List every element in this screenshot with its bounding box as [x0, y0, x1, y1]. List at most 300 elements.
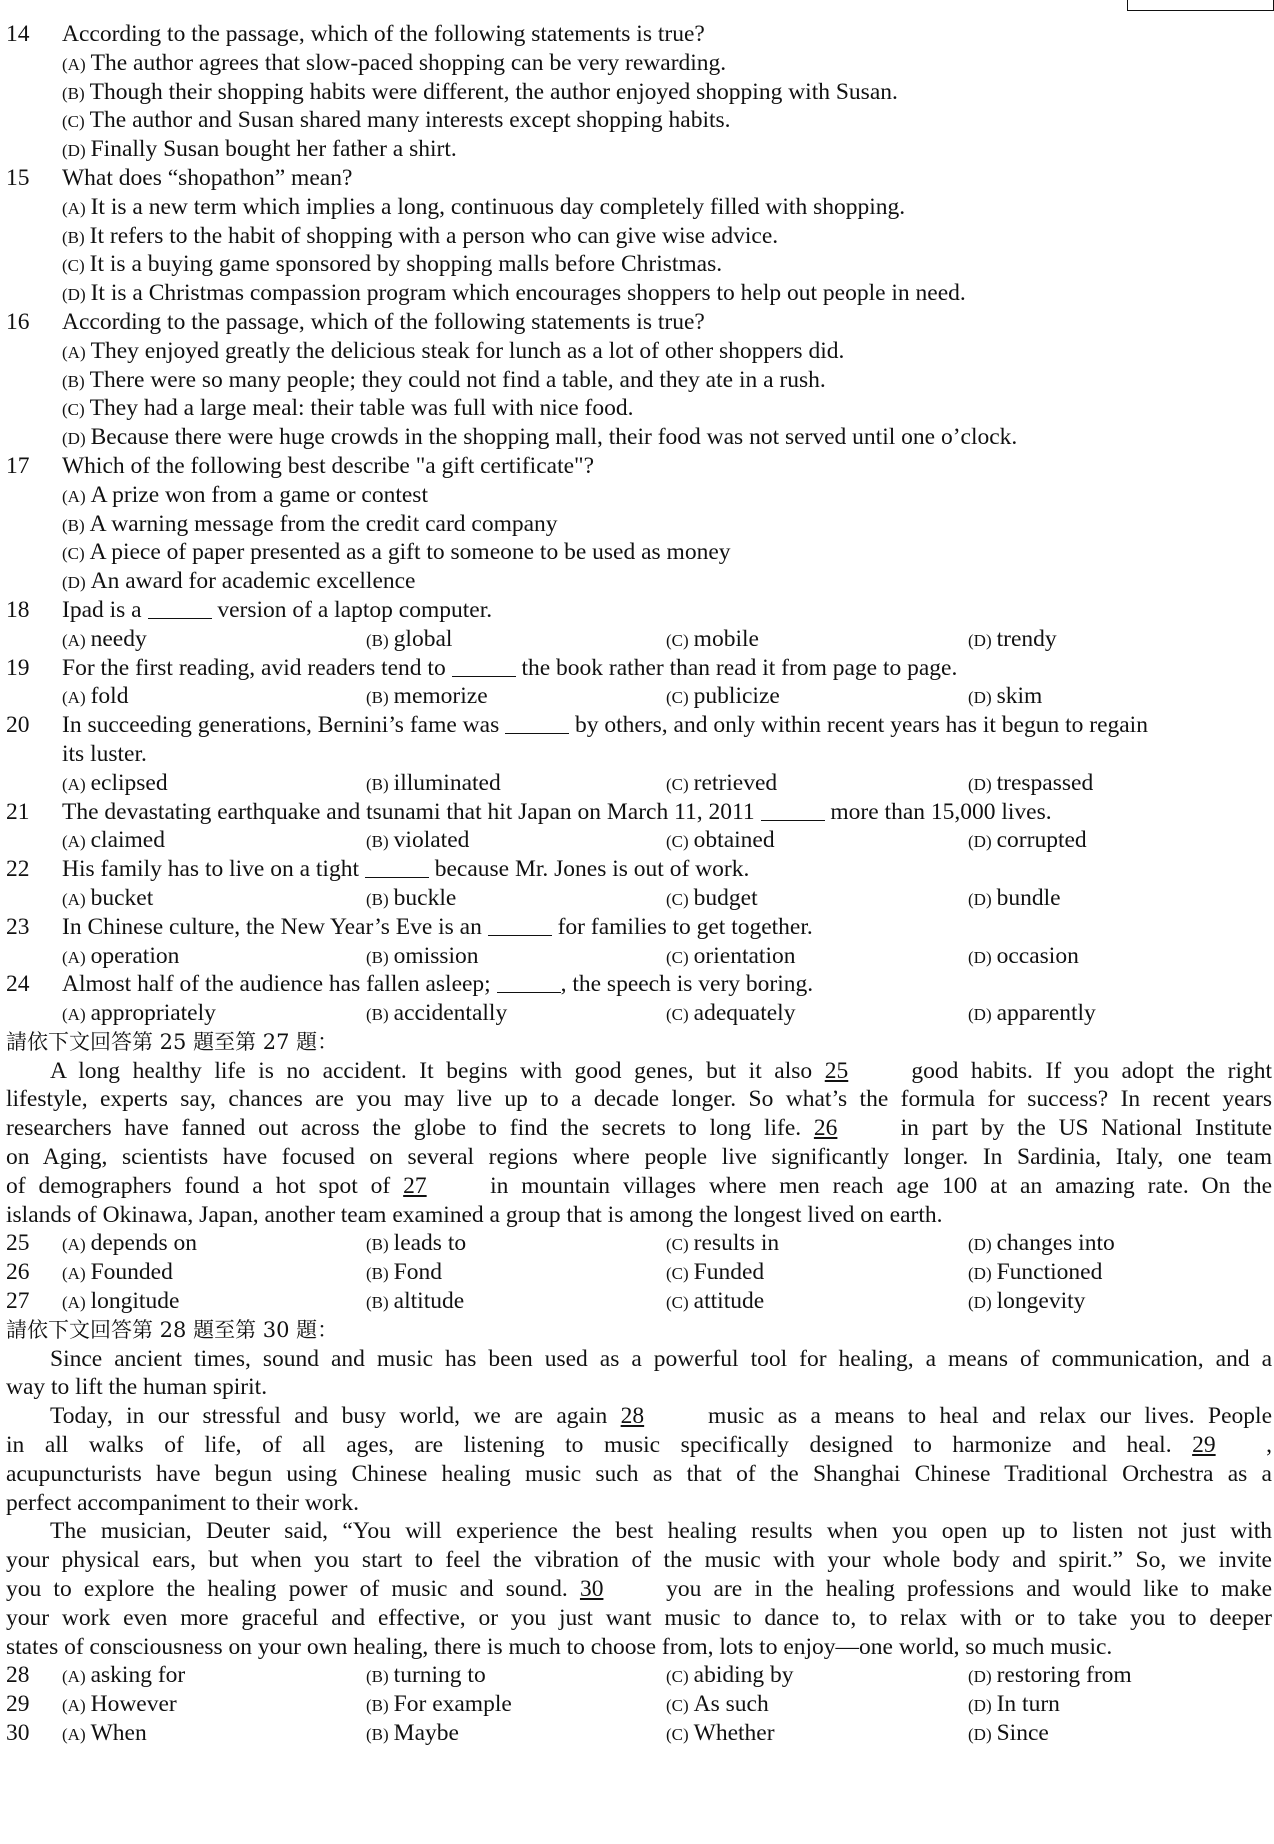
question-stem-line — [6, 308, 1272, 337]
answer-option[interactable] — [968, 1690, 1060, 1721]
option-text: Maybe — [393, 1720, 459, 1747]
option-line — [6, 481, 1272, 510]
answer-option[interactable] — [62, 1229, 197, 1260]
option-text: bundle — [996, 884, 1061, 911]
passage-line — [6, 1489, 1272, 1518]
option-text: Because there were huge crowds in the shopping mall, their food was not served until one o’clock. — [90, 424, 1018, 451]
option-text: changes into — [996, 1230, 1115, 1257]
option-text: An award for academic excellence — [90, 568, 416, 595]
option-text: omission — [393, 942, 479, 969]
passage-text — [6, 1114, 1272, 1143]
question-stem — [62, 798, 1052, 827]
option-text: claimed — [90, 827, 165, 854]
option-text: needy — [90, 625, 147, 652]
answer-option[interactable] — [62, 1287, 179, 1318]
option-line — [6, 423, 1272, 452]
question-stem — [62, 855, 749, 884]
option-text: trespassed — [996, 769, 1094, 796]
option-label: (A) — [62, 1005, 86, 1025]
answer-option[interactable] — [62, 1690, 177, 1721]
option-label: (C) — [666, 688, 689, 708]
answer-option[interactable] — [968, 884, 1061, 915]
option-text: eclipsed — [90, 769, 168, 796]
answer-option[interactable] — [62, 1661, 185, 1692]
option-text: adequately — [693, 1000, 796, 1027]
answer-option[interactable] — [366, 1287, 464, 1318]
answer-option[interactable] — [666, 884, 758, 915]
answer-option[interactable] — [366, 1690, 512, 1721]
passage-text-segment: in all walks of life, of all ages, are listening to music specifically designed to harmonize and heal. — [6, 1432, 1172, 1459]
option-label: (B) — [366, 1696, 389, 1716]
option-line — [6, 337, 1272, 366]
option-label: (C) — [62, 400, 85, 420]
option-label: (D) — [62, 573, 86, 593]
answer-option[interactable] — [62, 49, 726, 80]
option-text: orientation — [693, 942, 796, 969]
question-number: 22 — [6, 856, 30, 883]
option-text: In turn — [996, 1691, 1060, 1718]
answer-option[interactable] — [366, 625, 452, 656]
stem-after-blank: more than 15,000 lives. — [830, 798, 1052, 825]
answer-option[interactable] — [62, 826, 165, 857]
question-stem: According to the passage, which of the following statements is true? — [62, 21, 705, 47]
passage-line — [6, 1172, 1272, 1201]
section-instruction: 請依下文回答第 25 題至第 27 題： — [6, 1029, 339, 1054]
option-label: (C) — [666, 1264, 689, 1284]
passage-line — [6, 1517, 1272, 1546]
numbered-blank: 29 — [1192, 1432, 1216, 1459]
option-line — [6, 222, 1272, 251]
passage-text-segment: lifestyle, experts say, chances are you may live up to a decade longer. So what’s the formula for success? In recent years — [6, 1086, 1272, 1113]
answer-option[interactable] — [968, 1719, 1049, 1750]
answer-option[interactable] — [62, 193, 905, 224]
option-line — [6, 366, 1272, 395]
option-text: results in — [693, 1230, 780, 1257]
option-label: (A) — [62, 1293, 86, 1313]
passage-text-segment: you to explore the healing power of music and sound. — [6, 1576, 568, 1603]
option-label: (A) — [62, 774, 86, 794]
answer-option[interactable] — [366, 1258, 442, 1289]
option-label: (B) — [366, 688, 389, 708]
question-number: 25 — [6, 1230, 30, 1257]
page-number-box — [1127, 0, 1274, 11]
option-text: buckle — [393, 884, 457, 911]
answer-option[interactable] — [366, 1719, 459, 1750]
option-line — [6, 193, 1272, 222]
question-number: 18 — [6, 596, 30, 623]
option-text: A piece of paper presented as a gift to someone to be used as money — [89, 539, 731, 566]
option-text: Funded — [693, 1259, 765, 1286]
question-number: 30 — [6, 1720, 30, 1747]
options-row — [6, 1287, 1272, 1316]
passage-text — [6, 1172, 1272, 1201]
option-label: (D) — [968, 1725, 992, 1745]
option-label: (A) — [62, 54, 86, 74]
option-label: (D) — [968, 1667, 992, 1687]
answer-option[interactable] — [666, 625, 759, 656]
option-text: retrieved — [693, 769, 778, 796]
option-text: A prize won from a game or contest — [90, 481, 428, 508]
answer-option[interactable] — [62, 1719, 147, 1750]
option-text: They had a large meal: their table was full with nice food. — [89, 395, 634, 422]
question-number: 19 — [6, 654, 30, 681]
option-text: It refers to the habit of shopping with a person who can give wise advice. — [89, 222, 779, 249]
passage-text-segment: on Aging, scientists have focused on several regions where people live significantly longer. In Sardinia, Italy, one team — [6, 1144, 1272, 1171]
passage-text-segment: your physical ears, but when you start to feel the vibration of the music with your whole body and spirit.” So, we invite — [6, 1547, 1272, 1574]
option-label: (C) — [62, 112, 85, 132]
option-line — [6, 250, 1272, 279]
answer-option[interactable] — [968, 1229, 1115, 1260]
options-row — [6, 884, 1272, 913]
answer-option[interactable] — [62, 682, 128, 713]
option-text: abiding by — [693, 1662, 794, 1689]
answer-option[interactable] — [62, 942, 179, 973]
options-row — [6, 625, 1272, 654]
answer-blank — [488, 917, 552, 936]
option-label: (B) — [366, 1293, 389, 1313]
option-label: (B) — [366, 1235, 389, 1255]
option-label: (D) — [968, 1264, 992, 1284]
question-number: 27 — [6, 1288, 30, 1315]
stem-before-blank: In Chinese culture, the New Year’s Eve is an — [62, 913, 482, 940]
option-line — [6, 135, 1272, 164]
question-stem-line — [6, 855, 1272, 884]
question-stem — [62, 970, 813, 999]
option-label: (B) — [366, 630, 389, 650]
option-label: (B) — [366, 1264, 389, 1284]
answer-option[interactable] — [968, 999, 1096, 1030]
answer-option[interactable] — [666, 942, 795, 973]
passage-text-segment: perfect accompaniment to their work. — [6, 1489, 360, 1516]
stem-before-blank: Ipad is a — [62, 596, 142, 623]
passage-text-segment: in mountain villages where men reach age 100 at an amazing rate. On the — [490, 1172, 1272, 1199]
passage-heading — [6, 1028, 1272, 1057]
option-label: (D) — [968, 1696, 992, 1716]
option-text: budget — [693, 884, 758, 911]
option-text: violated — [393, 827, 470, 854]
option-text: As such — [693, 1691, 769, 1718]
question-stem — [62, 913, 813, 942]
answer-option[interactable] — [666, 1287, 764, 1318]
question-stem-line — [6, 164, 1272, 193]
answer-blank — [497, 974, 561, 993]
passage-text — [50, 1402, 1272, 1431]
option-text: For example — [393, 1691, 512, 1718]
answer-option[interactable] — [968, 682, 1042, 713]
option-text: obtained — [693, 827, 775, 854]
option-label: (A) — [62, 1725, 86, 1745]
answer-option[interactable] — [62, 510, 558, 541]
option-label: (D) — [968, 947, 992, 967]
answer-option[interactable] — [366, 769, 501, 800]
passage-text-segment: of demographers found a hot spot of — [6, 1172, 391, 1199]
answer-option[interactable] — [366, 999, 507, 1030]
option-text: longitude — [90, 1288, 180, 1315]
options-row — [6, 1690, 1272, 1719]
passage-text-segment: your work even more graceful and effective, or you just want music to dance to, to relax with or to take you to deeper — [6, 1604, 1272, 1631]
option-text: Functioned — [996, 1259, 1103, 1286]
option-text: They enjoyed greatly the delicious steak for lunch as a lot of other shoppers did. — [90, 337, 845, 364]
option-text: However — [90, 1691, 177, 1718]
passage-text — [6, 1085, 1272, 1114]
option-text: illuminated — [393, 769, 501, 796]
option-label: (C) — [666, 947, 689, 967]
answer-option[interactable] — [62, 279, 966, 310]
options-row — [6, 942, 1272, 971]
option-label: (C) — [62, 544, 85, 564]
question-number: 16 — [6, 308, 30, 335]
option-line — [6, 538, 1272, 567]
option-text: leads to — [393, 1230, 467, 1257]
option-label: (A) — [62, 947, 86, 967]
stem-after-blank: by others, and only within recent years has it begun to regain — [574, 712, 1148, 739]
option-text: A warning message from the credit card company — [89, 510, 558, 537]
answer-option[interactable] — [366, 942, 479, 973]
option-text: Since — [996, 1720, 1049, 1747]
passage-text-segment: Since ancient times, sound and music has been used as a powerful tool for healing, a means of communication, and a — [50, 1345, 1272, 1372]
answer-option[interactable] — [366, 826, 469, 857]
answer-option[interactable] — [968, 1661, 1132, 1692]
question-stem-line — [6, 711, 1272, 740]
option-text: depends on — [90, 1230, 197, 1257]
option-label: (D) — [62, 141, 86, 161]
question-number: 20 — [6, 712, 30, 739]
passage-text-segment: The musician, Deuter said, “You will experience the best healing results when you open up to listen not just with — [50, 1518, 1272, 1545]
question-number: 24 — [6, 971, 30, 998]
answer-option[interactable] — [666, 1719, 775, 1750]
option-text: turning to — [393, 1662, 486, 1689]
option-label: (B) — [366, 832, 389, 852]
option-label: (A) — [62, 688, 86, 708]
question-stem: Which of the following best describe "a gift certificate"? — [62, 452, 595, 479]
passage-text-segment: Today, in our stressful and busy world, we are again — [50, 1403, 608, 1430]
option-label: (C) — [666, 1293, 689, 1313]
passage-line — [6, 1402, 1272, 1431]
question-number: 28 — [6, 1662, 30, 1689]
option-label: (B) — [62, 371, 85, 391]
option-label: (C) — [62, 256, 85, 276]
answer-option[interactable] — [62, 366, 826, 397]
passage-text — [6, 1575, 1272, 1604]
answer-option[interactable] — [62, 538, 731, 569]
question-number: 15 — [6, 164, 30, 191]
option-label: (D) — [968, 688, 992, 708]
question-stem-continued: its luster. — [62, 740, 147, 767]
options-row — [6, 1719, 1272, 1748]
option-label: (B) — [62, 515, 85, 535]
option-label: (B) — [366, 1005, 389, 1025]
passage-line — [6, 1345, 1272, 1374]
answer-option[interactable] — [968, 1258, 1102, 1289]
passage-heading — [6, 1316, 1272, 1345]
option-text: Whether — [693, 1720, 775, 1747]
answer-option[interactable] — [366, 884, 456, 915]
answer-option[interactable] — [62, 78, 898, 109]
option-label: (D) — [968, 630, 992, 650]
options-row — [6, 1661, 1272, 1690]
option-label: (A) — [62, 1235, 86, 1255]
option-text: Founded — [90, 1259, 173, 1286]
question-number: 26 — [6, 1259, 30, 1286]
answer-option[interactable] — [968, 942, 1079, 973]
question-number: 17 — [6, 452, 30, 479]
passage-text-segment: islands of Okinawa, Japan, another team examined a group that is among the longest lived on earth. — [6, 1201, 943, 1228]
options-row — [6, 1229, 1272, 1258]
answer-blank — [365, 859, 429, 878]
option-line — [6, 510, 1272, 539]
option-label: (A) — [62, 198, 86, 218]
answer-option[interactable] — [62, 106, 731, 137]
passage-line — [6, 1143, 1272, 1172]
answer-blank — [505, 715, 569, 734]
question-number: 29 — [6, 1691, 30, 1718]
answer-option[interactable] — [62, 625, 147, 656]
passage-line — [6, 1431, 1272, 1460]
answer-option[interactable] — [666, 769, 777, 800]
option-label: (B) — [62, 83, 85, 103]
passage-text-segment: A long healthy life is no accident. It begins with good genes, but it also — [50, 1057, 813, 1084]
answer-option[interactable] — [62, 1258, 173, 1289]
answer-blank — [761, 802, 825, 821]
option-text: restoring from — [996, 1662, 1132, 1689]
passage-text-segment: good habits. If you adopt the right — [911, 1057, 1273, 1084]
answer-option[interactable] — [62, 135, 457, 166]
answer-option[interactable] — [666, 1690, 769, 1721]
passage-line — [6, 1460, 1272, 1489]
answer-option[interactable] — [666, 1258, 764, 1289]
stem-before-blank: His family has to live on a tight — [62, 856, 359, 883]
option-label: (D) — [968, 1235, 992, 1255]
answer-option[interactable] — [366, 1229, 466, 1260]
answer-option[interactable] — [666, 826, 775, 857]
answer-option[interactable] — [666, 1661, 794, 1692]
option-label: (C) — [666, 1725, 689, 1745]
stem-after-blank: because Mr. Jones is out of work. — [434, 856, 750, 883]
passage-text — [50, 1345, 1272, 1374]
answer-option[interactable] — [366, 682, 488, 713]
answer-option[interactable] — [968, 826, 1087, 857]
option-text: corrupted — [996, 827, 1087, 854]
question-stem-line — [6, 654, 1272, 683]
option-text: global — [393, 625, 453, 652]
option-label: (D) — [62, 285, 86, 305]
option-label: (A) — [62, 342, 86, 362]
option-text: occasion — [996, 942, 1079, 969]
section-instruction: 請依下文回答第 28 題至第 30 題： — [6, 1317, 339, 1342]
answer-option[interactable] — [62, 222, 778, 253]
option-label: (B) — [366, 1667, 389, 1687]
stem-after-blank: the book rather than read it from page to page. — [521, 654, 958, 681]
option-label: (A) — [62, 1667, 86, 1687]
stem-before-blank: For the first reading, avid readers tend to — [62, 654, 446, 681]
option-text: apparently — [996, 1000, 1096, 1027]
passage-text — [6, 1373, 1272, 1402]
passage-line — [6, 1633, 1272, 1662]
answer-option[interactable] — [666, 999, 795, 1030]
passage-text-segment: you are in the healing professions and would like to make — [666, 1576, 1273, 1603]
passage-text-segment: way to lift the human spirit. — [6, 1374, 268, 1401]
option-text: skim — [996, 683, 1043, 710]
option-text: There were so many people; they could not find a table, and they ate in a rush. — [89, 366, 826, 393]
option-label: (D) — [968, 1005, 992, 1025]
passage-text — [6, 1431, 1272, 1460]
answer-option[interactable] — [62, 567, 416, 598]
answer-option[interactable] — [62, 481, 428, 512]
answer-option[interactable] — [968, 769, 1093, 800]
answer-option[interactable] — [62, 769, 168, 800]
passage-line — [6, 1373, 1272, 1402]
question-number: 23 — [6, 913, 30, 940]
option-line — [6, 394, 1272, 423]
answer-option[interactable] — [968, 1287, 1085, 1318]
answer-blank — [452, 658, 516, 677]
answer-option[interactable] — [62, 250, 722, 281]
option-text: It is a new term which implies a long, continuous day completely filled with shopping. — [90, 193, 906, 220]
question-stem — [62, 596, 492, 625]
question-stem — [62, 654, 957, 683]
option-text: memorize — [393, 683, 488, 710]
answer-option[interactable] — [62, 337, 844, 368]
question-number: 14 — [6, 21, 30, 47]
passage-text — [6, 1489, 1272, 1518]
stem-after-blank: version of a laptop computer. — [217, 596, 493, 623]
question-stem — [62, 711, 1148, 740]
option-label: (C) — [666, 774, 689, 794]
option-label: (A) — [62, 486, 86, 506]
passage-line — [6, 1114, 1272, 1143]
answer-option[interactable] — [62, 884, 153, 915]
option-text: asking for — [90, 1662, 186, 1689]
option-text: fold — [90, 683, 129, 710]
option-text: Finally Susan bought her father a shirt. — [90, 136, 457, 163]
question-stem: What does “shopathon” mean? — [62, 164, 353, 191]
option-line — [6, 567, 1272, 596]
option-text: The author and Susan shared many interests except shopping habits. — [89, 107, 731, 134]
option-line — [6, 106, 1272, 135]
option-text: operation — [90, 942, 180, 969]
option-label: (A) — [62, 889, 86, 909]
answer-option[interactable] — [62, 423, 1017, 454]
answer-blank — [148, 600, 212, 619]
passage-text — [6, 1143, 1272, 1172]
answer-option[interactable] — [968, 625, 1057, 656]
option-text: appropriately — [90, 1000, 216, 1027]
answer-option[interactable] — [666, 682, 780, 713]
option-label: (C) — [666, 1667, 689, 1687]
option-label: (A) — [62, 832, 86, 852]
passage-text-segment: in part by the US National Institute — [900, 1115, 1273, 1142]
option-label: (A) — [62, 1696, 86, 1716]
question-stem-line — [6, 596, 1272, 625]
option-text: accidentally — [393, 1000, 508, 1027]
option-line — [6, 49, 1272, 78]
option-text: It is a Christmas compassion program which encourages shoppers to help out people in need. — [90, 280, 966, 307]
numbered-blank: 25 — [824, 1057, 849, 1084]
option-text: longevity — [996, 1288, 1086, 1315]
answer-option[interactable] — [62, 394, 633, 425]
option-label: (B) — [366, 1725, 389, 1745]
answer-option[interactable] — [366, 1661, 486, 1692]
option-text: Fond — [393, 1259, 442, 1286]
options-row — [6, 682, 1272, 711]
options-row — [6, 826, 1272, 855]
option-label: (C) — [666, 630, 689, 650]
option-label: (A) — [62, 630, 86, 650]
passage-line — [6, 1546, 1272, 1575]
answer-option[interactable] — [666, 1229, 779, 1260]
answer-option[interactable] — [62, 999, 216, 1030]
option-line — [6, 279, 1272, 308]
